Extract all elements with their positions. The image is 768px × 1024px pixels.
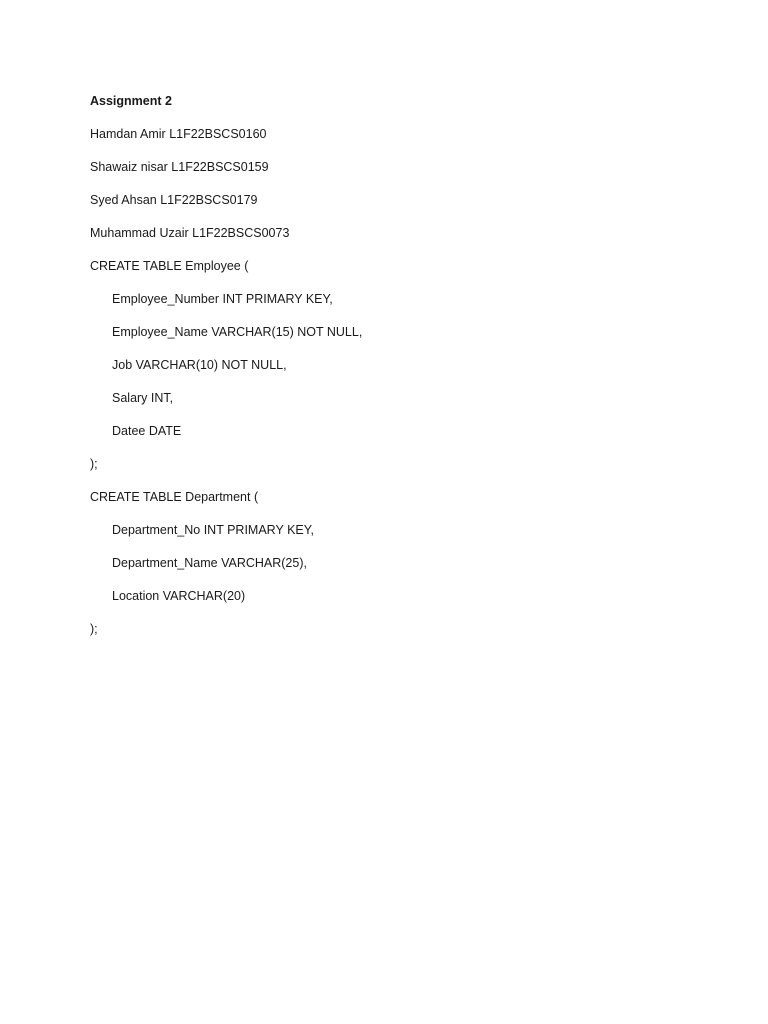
employee-column: Datee DATE xyxy=(112,424,182,438)
employee-column: Salary INT, xyxy=(112,391,174,405)
department-table-close: ); xyxy=(90,622,98,636)
document-body xyxy=(90,93,728,654)
employee-table-open: CREATE TABLE Employee ( xyxy=(90,259,249,273)
department-column: Location VARCHAR(20) xyxy=(112,589,246,603)
document-title: Assignment 2 xyxy=(90,94,172,108)
department-column: Department_No INT PRIMARY KEY, xyxy=(112,523,314,537)
employee-column: Employee_Name VARCHAR(15) NOT NULL, xyxy=(112,325,363,339)
department-table-open: CREATE TABLE Department ( xyxy=(90,490,259,504)
department-column: Department_Name VARCHAR(25), xyxy=(112,556,307,570)
employee-table-close: ); xyxy=(90,457,98,471)
member-line: Hamdan Amir L1F22BSCS0160 xyxy=(90,127,267,141)
member-line: Shawaiz nisar L1F22BSCS0159 xyxy=(90,160,269,174)
employee-column: Employee_Number INT PRIMARY KEY, xyxy=(112,292,333,306)
member-line: Muhammad Uzair L1F22BSCS0073 xyxy=(90,226,290,240)
member-line: Syed Ahsan L1F22BSCS0179 xyxy=(90,193,258,207)
employee-column: Job VARCHAR(10) NOT NULL, xyxy=(112,358,287,372)
